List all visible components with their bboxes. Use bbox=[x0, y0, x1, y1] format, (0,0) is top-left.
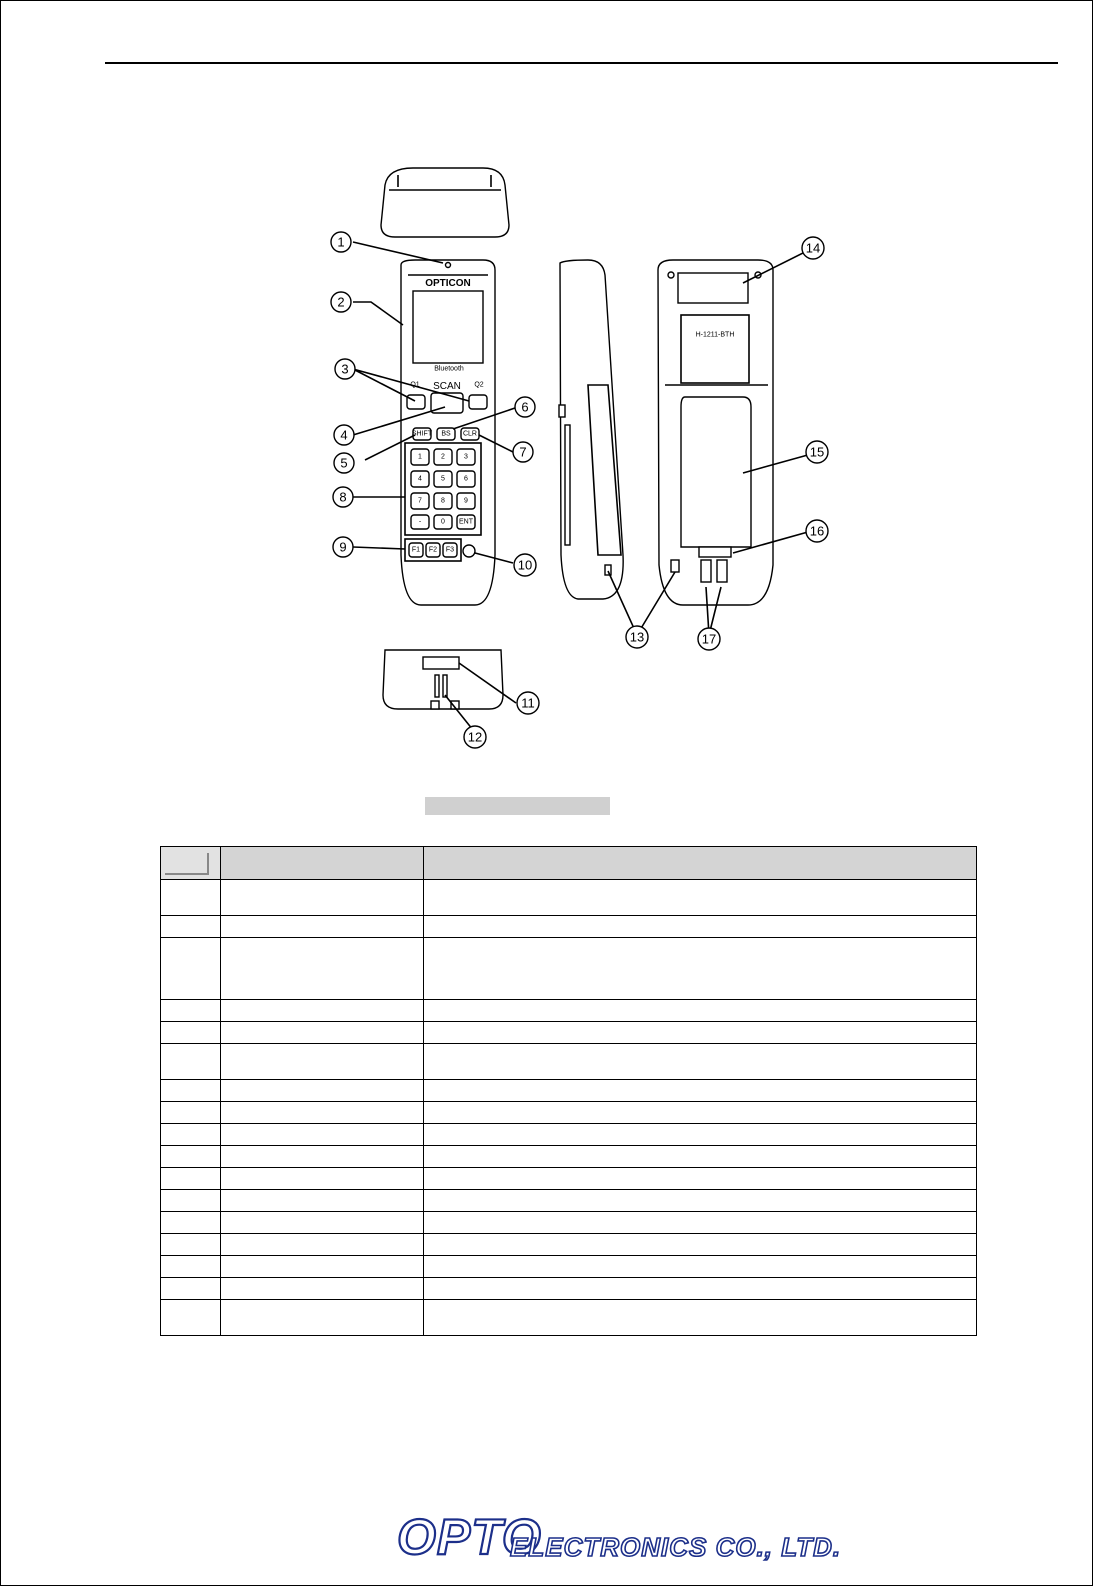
keypad-key: 7 bbox=[418, 497, 422, 505]
table-cell bbox=[221, 1146, 424, 1168]
callout-2-label: 2 bbox=[337, 294, 345, 310]
keypad-key: 4 bbox=[418, 475, 422, 483]
table-cell bbox=[424, 1212, 977, 1234]
callout-5-label: 5 bbox=[340, 455, 348, 471]
f1-key: F1 bbox=[411, 546, 421, 554]
table-cell bbox=[424, 1080, 977, 1102]
callout-8-label: 8 bbox=[339, 489, 347, 505]
table-row bbox=[161, 1102, 977, 1124]
table-cell bbox=[221, 1168, 424, 1190]
scan-label: SCAN bbox=[433, 381, 461, 392]
table-row bbox=[161, 1168, 977, 1190]
table-cell bbox=[424, 1022, 977, 1044]
side-device bbox=[559, 260, 623, 599]
table-cell bbox=[424, 1102, 977, 1124]
table-row bbox=[161, 1190, 977, 1212]
front-device bbox=[401, 260, 495, 605]
keypad-key: ENT bbox=[459, 518, 473, 526]
back-device bbox=[658, 260, 773, 605]
table-cell bbox=[424, 1168, 977, 1190]
q1-label: Q1 bbox=[410, 381, 420, 389]
table-cell bbox=[161, 1124, 221, 1146]
table-row bbox=[161, 1300, 977, 1336]
callout-9-label: 9 bbox=[339, 539, 347, 555]
device-illustration bbox=[303, 135, 881, 785]
table-cell bbox=[161, 1190, 221, 1212]
keypad-key: 0 bbox=[441, 518, 445, 526]
table-cell bbox=[424, 1146, 977, 1168]
bottom-view bbox=[383, 650, 503, 709]
callout-14-label: 14 bbox=[805, 240, 821, 256]
f2-key: F2 bbox=[428, 546, 438, 554]
table-cell bbox=[221, 1022, 424, 1044]
table-cell bbox=[221, 1234, 424, 1256]
table-cell bbox=[221, 938, 424, 1000]
header-col-number bbox=[161, 847, 221, 880]
table-cell bbox=[221, 1124, 424, 1146]
table-row bbox=[161, 1022, 977, 1044]
table-cell bbox=[161, 1102, 221, 1124]
table-cell bbox=[424, 1300, 977, 1336]
table-row bbox=[161, 1080, 977, 1102]
bs-key: BS bbox=[441, 430, 451, 438]
table-cell bbox=[221, 1256, 424, 1278]
callout-3-label: 3 bbox=[341, 361, 349, 377]
table-cell bbox=[424, 916, 977, 938]
table-cell bbox=[161, 1000, 221, 1022]
table-cell bbox=[161, 938, 221, 1000]
table-row bbox=[161, 1146, 977, 1168]
table-cell bbox=[221, 1190, 424, 1212]
table-row bbox=[161, 1278, 977, 1300]
power-icon bbox=[463, 545, 475, 557]
table-cell bbox=[161, 1300, 221, 1336]
table-row bbox=[161, 1212, 977, 1234]
table-cell bbox=[424, 880, 977, 916]
callout-12-label: 12 bbox=[467, 729, 483, 745]
keypad-key: 5 bbox=[441, 475, 445, 483]
table-cell bbox=[161, 1234, 221, 1256]
shift-key: SHIFT bbox=[411, 430, 433, 438]
table-cell bbox=[424, 1278, 977, 1300]
table-cell bbox=[161, 1044, 221, 1080]
logo-secondary: ELECTRONICS CO., LTD. bbox=[510, 1532, 842, 1562]
table-cell bbox=[161, 916, 221, 938]
f3-key: F3 bbox=[445, 546, 455, 554]
company-logo bbox=[395, 1508, 842, 1566]
table-row bbox=[161, 1234, 977, 1256]
table-cell bbox=[161, 1146, 221, 1168]
callout-17-label: 17 bbox=[701, 631, 717, 647]
q2-label: Q2 bbox=[474, 381, 484, 389]
table-cell bbox=[424, 938, 977, 1000]
table-header-row bbox=[161, 847, 977, 880]
keypad-key: 2 bbox=[441, 453, 445, 461]
table-cell bbox=[161, 1278, 221, 1300]
table-cell bbox=[221, 1278, 424, 1300]
header-marker bbox=[165, 853, 209, 875]
header-col-description bbox=[424, 847, 977, 880]
keypad-key: 6 bbox=[464, 475, 468, 483]
device-figure bbox=[303, 135, 881, 785]
table-cell bbox=[424, 1256, 977, 1278]
table-row bbox=[161, 1044, 977, 1080]
table-cell bbox=[424, 1044, 977, 1080]
figure-caption-redacted bbox=[425, 797, 610, 815]
table-cell bbox=[424, 1124, 977, 1146]
table-row bbox=[161, 916, 977, 938]
parts-table bbox=[160, 846, 977, 1336]
callout-10-label: 10 bbox=[517, 557, 533, 573]
table-row bbox=[161, 1256, 977, 1278]
keypad-key: 3 bbox=[464, 453, 468, 461]
table-row bbox=[161, 880, 977, 916]
header-rule bbox=[105, 62, 1058, 64]
table-cell bbox=[161, 1212, 221, 1234]
table-cell bbox=[161, 1168, 221, 1190]
keypad-key: 1 bbox=[418, 453, 422, 461]
keypad-key: - bbox=[418, 518, 422, 526]
keypad-key: 8 bbox=[441, 497, 445, 505]
table-cell bbox=[221, 880, 424, 916]
table-cell bbox=[161, 880, 221, 916]
table-row bbox=[161, 938, 977, 1000]
callout-1-label: 1 bbox=[337, 234, 345, 250]
back-model-label: H-1211-BTH bbox=[695, 331, 735, 339]
callout-16-label: 16 bbox=[809, 523, 825, 539]
callout-13-label: 13 bbox=[629, 629, 645, 645]
logo-primary: OPTO bbox=[397, 1509, 542, 1565]
parts-table-body bbox=[161, 880, 977, 1336]
clr-key: CLR bbox=[462, 430, 478, 438]
brand-label: OPTICON bbox=[425, 278, 471, 289]
header-col-name bbox=[221, 847, 424, 880]
bluetooth-label: Bluetooth bbox=[434, 365, 464, 373]
callout-11-label: 11 bbox=[521, 695, 535, 711]
cap-top-view bbox=[381, 168, 509, 237]
table-cell bbox=[424, 1000, 977, 1022]
table-cell bbox=[424, 1190, 977, 1212]
table-cell bbox=[221, 1212, 424, 1234]
table-cell bbox=[221, 1080, 424, 1102]
table-row bbox=[161, 1124, 977, 1146]
table-cell bbox=[221, 1102, 424, 1124]
table-cell bbox=[161, 1022, 221, 1044]
keypad-key: 9 bbox=[464, 497, 468, 505]
callout-15-label: 15 bbox=[809, 444, 825, 460]
table-cell bbox=[221, 1044, 424, 1080]
table-cell bbox=[424, 1234, 977, 1256]
opto-logo bbox=[395, 1508, 842, 1566]
callout-7-label: 7 bbox=[519, 444, 527, 460]
table-row bbox=[161, 1000, 977, 1022]
table-cell bbox=[161, 1080, 221, 1102]
table-cell bbox=[221, 916, 424, 938]
callout-6-label: 6 bbox=[521, 399, 529, 415]
table-cell bbox=[161, 1256, 221, 1278]
table-cell bbox=[221, 1000, 424, 1022]
table-cell bbox=[221, 1300, 424, 1336]
callout-4-label: 4 bbox=[340, 427, 348, 443]
